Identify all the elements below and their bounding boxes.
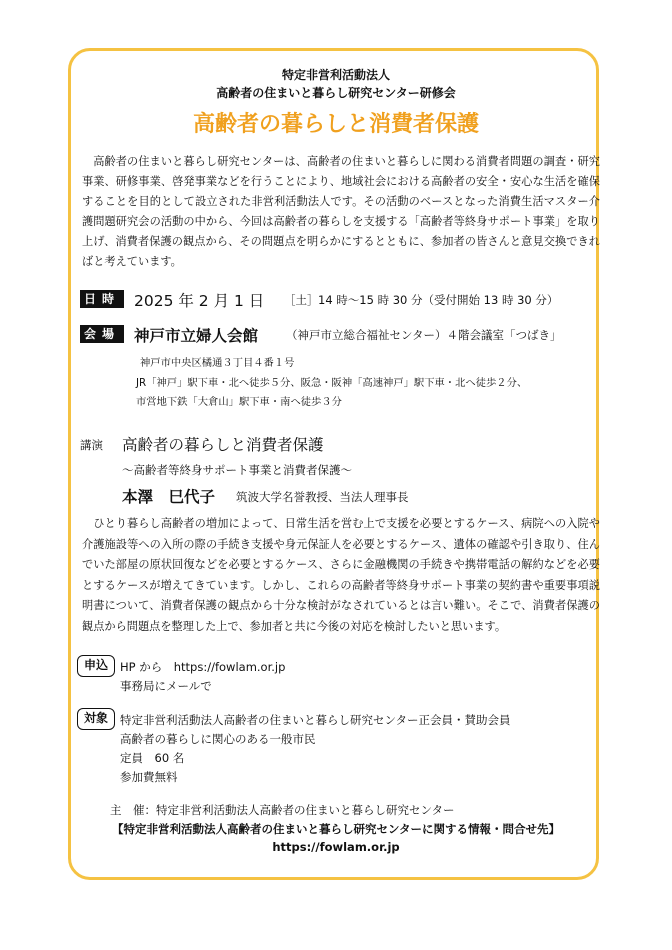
venue-address: 神戸市中央区橘通３丁目４番１号 <box>140 357 295 369</box>
apply-website[interactable]: HP から https://fowlam.or.jp <box>120 660 286 674</box>
target-capacity: 定員 60 名 <box>120 751 185 765</box>
event-time: 14 時～15 時 30 分（受付開始 13 時 30 分） <box>318 293 559 307</box>
venue-detail: （神戸市立総合福祉センター）４階会議室「つばき」 <box>286 328 562 342</box>
speaker-title: 筑波大学名誉教授、当法人理事長 <box>236 490 409 504</box>
lecture-body: ひとり暮らし高齢者の増加によって、日常生活を営む上で支援を必要とするケース、病院への入院や介護施設等への入所の際の手続き支援や身元保証人を必要とするケース、遺体の確認や引き取り、住んでいた部屋の原状回復などを必要とするケース、さらに金融機関の手続きや携帯電話の解約などを必要とするケースが増えてきています。しかし、これらの高齢者等終身サポート事業の契約書や重要事項説明書について、消費者保護の観点から十分な検討がなされているとは言い難い。そこで、消費者保護の観点から問題点を整理した上で、参加者と共に今後の対応を検討したいと思います。 <box>82 517 600 633</box>
venue-access-1: JR「神戸」駅下車・北へ徒歩５分、阪急・阪神「高速神戸」駅下車・北へ徒歩２分、 <box>136 377 528 389</box>
page-title: 高齢者の暮らしと消費者保護 <box>192 112 479 137</box>
apply-email-note: 事務局にメールで <box>120 679 212 693</box>
lecture-subtitle: ～高齢者等終身サポート事業と消費者保護～ <box>122 463 352 477</box>
datetime-label: 日時 <box>80 290 124 308</box>
speaker-name: 本澤 巳代子 <box>122 488 216 506</box>
event-weekday: ［土］ <box>284 293 319 307</box>
organization-type: 特定非営利活動法人 <box>281 68 390 82</box>
footer-url[interactable]: https://fowlam.or.jp <box>272 840 400 854</box>
event-series: 高齢者の住まいと暮らし研究センター研修会 <box>216 86 456 100</box>
target-label: 対象 <box>77 708 115 730</box>
lecture-title: 高齢者の暮らしと消費者保護 <box>122 436 324 454</box>
apply-label: 申込 <box>77 655 115 677</box>
contact-info: 【特定非営利活動法人高齢者の住まいと暮らし研究センターに関する情報・問合せ先】 <box>111 822 561 836</box>
venue-label: 会場 <box>80 325 124 343</box>
lecture-label: 講演 <box>80 438 103 452</box>
target-members: 特定非営利活動法人高齢者の住まいと暮らし研究センター正会員・賛助会員 <box>120 713 511 727</box>
intro-paragraph: 高齢者の住まいと暮らし研究センターは、高齢者の住まいと暮らしに関わる消費者問題の調査・研究事業、研修事業、啓発事業などを行うことにより、地域社会における高齢者の安全・安心な生活を確保することを目的として設立された非営利活動法人です。その活動のベースとなった消費生活マスター介護問題研究会の活動の中から、今回は高齢者の暮らしを支援する「高齢者等終身サポート事業」を取り上げ、消費者保護の観点から、その問題点を明らかにするとともに、参加者の皆さんと意見交換できればと考えています。 <box>82 155 600 268</box>
venue-name: 神戸市立婦人会館 <box>134 327 259 345</box>
event-date: 2025 年 2 月 1 日 <box>134 292 265 310</box>
target-public: 高齢者の暮らしに関心のある一般市民 <box>120 732 316 746</box>
target-fee: 参加費無料 <box>120 770 178 784</box>
venue-access-2: 市営地下鉄「大倉山」駅下車・南へ徒歩３分 <box>136 396 342 408</box>
sponsor: 主 催：特定非営利活動法人高齢者の住まいと暮らし研究センター <box>110 803 455 817</box>
